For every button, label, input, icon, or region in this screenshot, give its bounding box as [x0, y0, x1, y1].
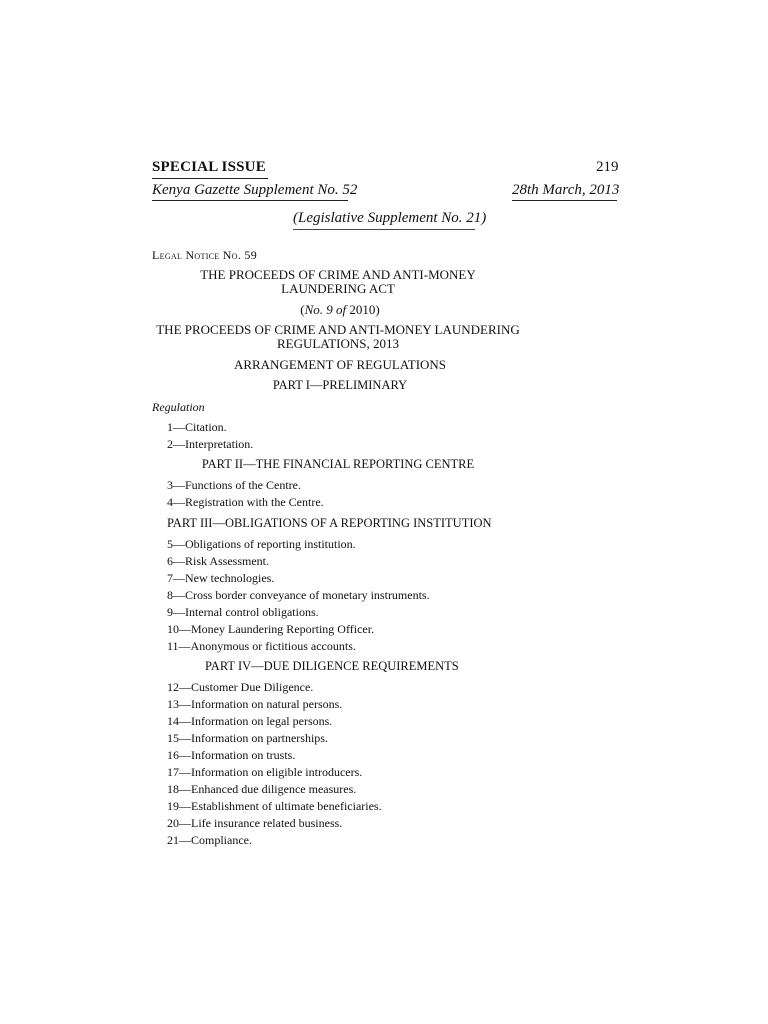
list-item: 12—Customer Due Diligence. [167, 680, 314, 694]
part-3-heading: PART III—OBLIGATIONS OF A REPORTING INSTITUTION [167, 516, 492, 530]
part-1-heading: PART I—PRELIMINARY [272, 378, 408, 392]
list-item: 8—Cross border conveyance of monetary instruments. [167, 588, 430, 602]
legislative-supplement-underline [293, 229, 475, 230]
list-item: 18—Enhanced due diligence measures. [167, 782, 357, 796]
gazette-underline [152, 200, 348, 201]
issue-date: 28th March, 2013 [512, 182, 620, 198]
list-item: 19—Establishment of ultimate beneficiaries. [167, 799, 382, 813]
list-item: 20—Life insurance related business. [167, 816, 343, 830]
list-item: 15—Information on partnerships. [167, 731, 328, 745]
list-item: 9—Internal control obligations. [167, 605, 319, 619]
act-year: 2010 [349, 302, 376, 317]
list-item: 10—Money Laundering Reporting Officer. [167, 622, 375, 636]
legislative-supplement: (Legislative Supplement No. 21) [293, 210, 487, 226]
list-item: 13—Information on natural persons. [167, 697, 343, 711]
list-item: 16—Information on trusts. [167, 748, 296, 762]
legal-notice-number: Legal Notice No. 59 [152, 248, 258, 262]
part-2-heading: PART II—THE FINANCIAL REPORTING CENTRE [201, 457, 475, 471]
act-title: THE PROCEEDS OF CRIME AND ANTI-MONEY LAUNDERING ACT [200, 267, 476, 296]
list-item: 5—Obligations of reporting institution. [167, 537, 356, 551]
list-item: 3—Functions of the Centre. [167, 478, 301, 492]
list-item: 17—Information on eligible introducers. [167, 765, 363, 779]
list-item: 1—Citation. [167, 420, 227, 434]
arrangement-heading: ARRANGEMENT OF REGULATIONS [233, 357, 447, 372]
gazette-supplement: Kenya Gazette Supplement No. 52 [152, 182, 358, 198]
page-number: 219 [596, 159, 619, 175]
list-item: 11—Anonymous or fictitious accounts. [167, 639, 356, 653]
regulation-label: Regulation [152, 400, 205, 414]
title-underline [152, 178, 268, 179]
list-item: 14—Information on legal persons. [167, 714, 333, 728]
list-item: 2—Interpretation. [167, 437, 254, 451]
part-4-heading: PART IV—DUE DILIGENCE REQUIREMENTS [205, 659, 459, 673]
list-item: 4—Registration with the Centre. [167, 495, 324, 509]
issue-title: SPECIAL ISSUE [152, 159, 266, 175]
list-item: 21—Compliance. [167, 833, 252, 847]
list-item: 7—New technologies. [167, 571, 275, 585]
list-item: 6—Risk Assessment. [167, 554, 270, 568]
act-number-prefix: No. 9 of [304, 302, 347, 317]
date-underline [512, 200, 617, 201]
act-number: (No. 9 of 2010) [300, 302, 380, 317]
regulations-title: THE PROCEEDS OF CRIME AND ANTI-MONEY LAUNDERING REGULATIONS, 2013 [156, 322, 520, 351]
